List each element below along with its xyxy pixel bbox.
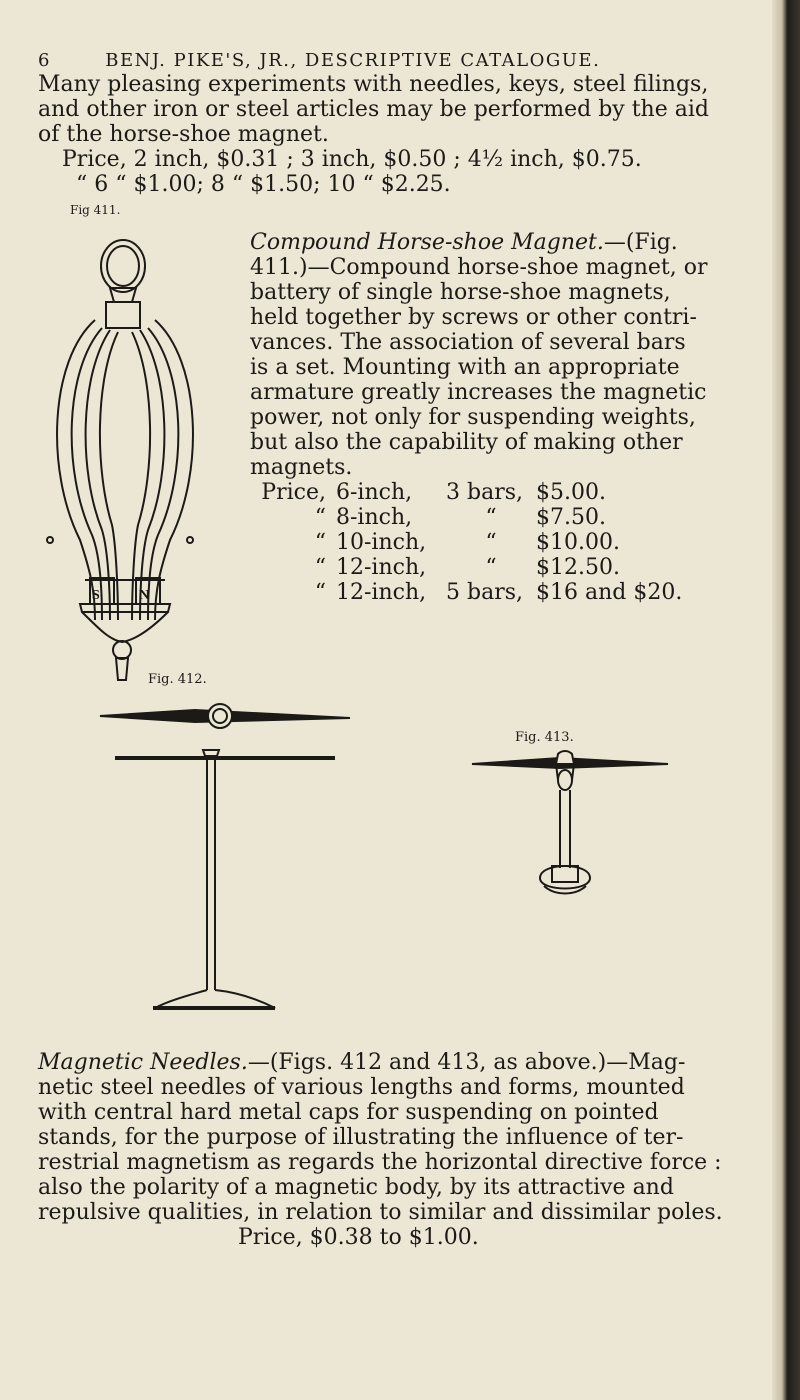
page-edge-shadow: [772, 0, 800, 1400]
intro-price-line: Price, 2 inch, $0.31 ; 3 inch, $0.50 ; 4½ inch, $0.75.: [62, 147, 642, 172]
intro-price-line: “ 6 “ $1.00; 8 “ $1.50; 10 “ $2.25.: [76, 172, 451, 197]
compound-line: battery of single horse-shoe magnets,: [250, 280, 671, 305]
intro-line: and other iron or steel articles may be performed by the aid: [38, 97, 709, 122]
price-row-label: “: [314, 505, 326, 530]
price-row-price: $16 and $20.: [536, 580, 683, 605]
needles-price: Price, $0.38 to $1.00.: [238, 1225, 479, 1250]
fig-411-label: Fig 411.: [70, 203, 121, 217]
compound-line: armature greatly increases the magnetic: [250, 380, 707, 405]
intro-line: Many pleasing experiments with needles, keys, steel filings,: [38, 72, 709, 97]
price-row-label: “: [314, 530, 326, 555]
intro-paragraph: [38, 72, 738, 197]
price-row-bars: “: [485, 530, 497, 555]
price-row-price: $10.00.: [536, 530, 620, 555]
price-row-price: $7.50.: [536, 505, 606, 530]
price-row: [236, 480, 756, 505]
magnetic-needle-412-illustration: [95, 690, 355, 1030]
price-row-bars: “: [485, 555, 497, 580]
compound-magnet-paragraph: [250, 230, 745, 480]
magnetic-needles-paragraph: [38, 1050, 738, 1250]
magnetic-needles-heading: Magnetic Needles.: [38, 1050, 248, 1075]
needles-line: with central hard metal caps for suspending on pointed: [38, 1100, 659, 1125]
price-row-bars: 5 bars,: [446, 580, 523, 605]
price-row: [236, 580, 756, 605]
compound-price-table: [236, 480, 756, 605]
price-row-size: 6-inch,: [336, 480, 413, 505]
price-row-bars: “: [485, 505, 497, 530]
running-header: [38, 50, 758, 71]
price-row-label: Price,: [261, 480, 326, 505]
price-row-label: “: [314, 555, 326, 580]
needles-line: netic steel needles of various lengths and forms, mounted: [38, 1075, 685, 1100]
needles-line: repulsive qualities, in relation to similar and dissimilar poles.: [38, 1200, 723, 1225]
needles-line: restrial magnetism as regards the horizontal directive force :: [38, 1150, 722, 1175]
fig-413-label: Fig. 413.: [515, 730, 574, 745]
compound-line: but also the capability of making other: [250, 430, 683, 455]
catalogue-title: BENJ. PIKE'S, JR., DESCRIPTIVE CATALOGUE.: [105, 50, 601, 71]
compound-horseshoe-magnet-illustration: [40, 210, 240, 770]
fig-412-label: Fig. 412.: [148, 672, 207, 687]
compound-line: power, not only for suspending weights,: [250, 405, 696, 430]
needles-line: —(Figs. 412 and 413, as above.)—Mag-: [247, 1050, 686, 1075]
compound-line: vances. The association of several bars: [250, 330, 686, 355]
compound-line: —(Fig.: [603, 230, 678, 255]
price-row-size: 10-inch,: [336, 530, 427, 555]
intro-line: of the horse-shoe magnet.: [38, 122, 329, 147]
price-row-size: 8-inch,: [336, 505, 413, 530]
compound-line: 411.)—Compound horse-shoe magnet, or: [250, 255, 708, 280]
magnetic-needle-413-illustration: [470, 750, 670, 910]
compound-magnet-heading: Compound Horse-shoe Magnet.: [250, 230, 604, 255]
needles-line: stands, for the purpose of illustrating the influence of ter-: [38, 1125, 684, 1150]
price-row: [236, 530, 756, 555]
compound-line: held together by screws or other contri-: [250, 305, 697, 330]
price-row-label: “: [314, 580, 326, 605]
price-row-size: 12-inch,: [336, 580, 427, 605]
price-row: [236, 555, 756, 580]
magnet-south-pole-letter: S: [92, 588, 100, 603]
price-row-price: $5.00.: [536, 480, 606, 505]
compound-line: is a set. Mounting with an appropriate: [250, 355, 680, 380]
magnet-north-pole-letter: N: [139, 588, 150, 603]
page-number: 6: [38, 50, 51, 71]
price-row-price: $12.50.: [536, 555, 620, 580]
price-row-size: 12-inch,: [336, 555, 427, 580]
needles-line: also the polarity of a magnetic body, by its attractive and: [38, 1175, 674, 1200]
price-row-bars: 3 bars,: [446, 480, 523, 505]
compound-line: magnets.: [250, 455, 353, 480]
price-row: [236, 505, 756, 530]
